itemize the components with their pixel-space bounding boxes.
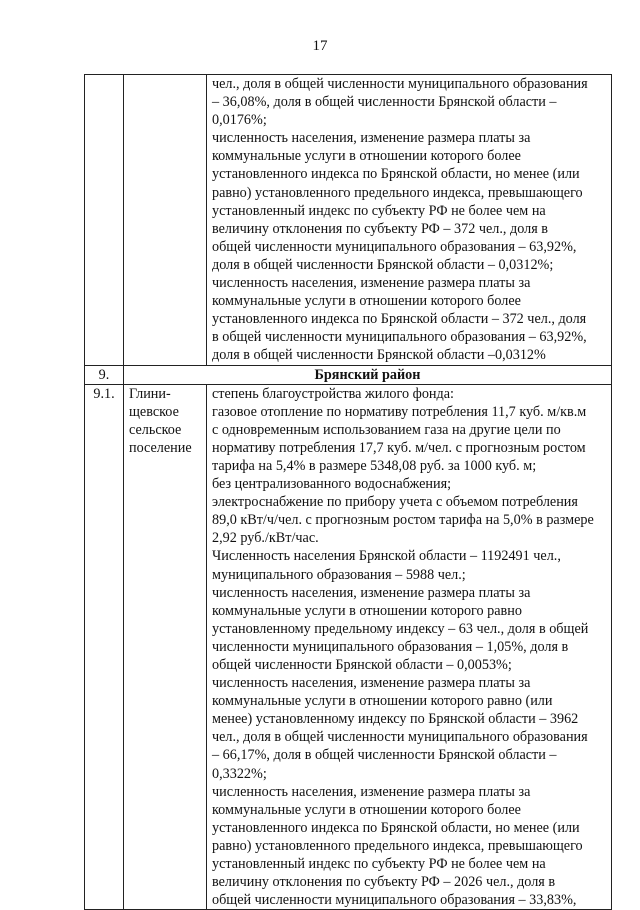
- table-row-settlement: [85, 384, 612, 910]
- text-line: 89,0 кВт/ч/чел. с прогнозным ростом тарифа на 5,0% в размере: [212, 512, 594, 529]
- text-line: численность населения, изменение размера платы за: [212, 275, 531, 292]
- tariff-table: [84, 74, 612, 910]
- text-line: коммунальные услуги в отношении которого равно (или: [212, 693, 553, 710]
- row-description-cell: [207, 75, 612, 366]
- text-line: коммунальные услуги в отношении которого более: [212, 148, 521, 165]
- description-lines: [212, 385, 607, 910]
- row-number-cell: [85, 75, 124, 366]
- text-line: коммунальные услуги в отношении которого равно: [212, 602, 522, 619]
- text-line: коммунальные услуги в отношении которого более: [212, 293, 521, 310]
- text-line: газовое отопление по нормативу потребления 11,7 куб. м/кв.м: [212, 403, 587, 420]
- text-line: доля в общей численности Брянской области – 0,0312%;: [212, 256, 554, 273]
- text-line: сельское: [129, 421, 182, 438]
- settlement-number: 9.1.: [85, 384, 124, 910]
- text-line: муниципального образования – 5988 чел.;: [212, 566, 466, 583]
- text-line: – 36,08%, доля в общей численности Брянской области –: [212, 94, 557, 111]
- text-line: величину отклонения по субъекту РФ – 372 чел., доля в: [212, 220, 548, 237]
- text-line: установленного индекса по Брянской области – 372 чел., доля: [212, 311, 587, 328]
- text-line: общей численности муниципального образования – 63,92%,: [212, 238, 577, 255]
- text-line: установленного индекса по Брянской области, но менее (или: [212, 166, 580, 183]
- text-line: общей численности Брянской области – 0,0053%;: [212, 657, 512, 673]
- text-line: тарифа на 5,4% в размере 5348,08 руб. за 1000 куб. м;: [212, 457, 537, 474]
- settlement-name-cell: [124, 384, 207, 910]
- settlement-name-cell: [124, 75, 207, 366]
- text-line: нормативу потребления 17,7 куб. м/чел. с прогнозным ростом: [212, 439, 586, 456]
- text-line: равно) установленного предельного индекса, превышающего: [212, 837, 583, 854]
- text-line: без централизованного водоснабжения;: [212, 476, 452, 493]
- text-line: чел., доля в общей численности муниципального образования: [212, 76, 588, 92]
- district-number: 9.: [85, 365, 124, 384]
- text-line: доля в общей численности Брянской области –0,0312%: [212, 347, 546, 364]
- district-title: Брянский район: [124, 365, 612, 384]
- text-line: установленному предельному индексу – 63 чел., доля в общей: [212, 620, 589, 637]
- row-description-cell: [207, 384, 612, 910]
- text-line: – 66,17%, доля в общей численности Брянской области –: [212, 747, 557, 764]
- text-line: установленный индекс по субъекту РФ не более чем на: [212, 202, 546, 219]
- text-line: коммунальные услуги в отношении которого более: [212, 801, 521, 818]
- settlement-name: [129, 385, 203, 457]
- text-line: 0,3322%;: [212, 765, 267, 782]
- text-line: менее) установленному индексу по Брянской области – 3962: [212, 711, 579, 728]
- text-line: степень благоустройства жилого фонда:: [212, 385, 454, 402]
- text-line: численность населения, изменение размера платы за: [212, 130, 531, 147]
- text-line: численность населения, изменение размера платы за: [212, 675, 531, 692]
- table-row-continuation: [85, 75, 612, 366]
- text-line: численность населения, изменение размера платы за: [212, 783, 531, 800]
- text-line: электроснабжение по прибору учета с объемом потребления: [212, 494, 578, 511]
- text-line: чел., доля в общей численности муниципального образования: [212, 729, 588, 746]
- text-line: общей численности муниципального образования – 33,83%,: [212, 892, 577, 909]
- text-line: Численность населения Брянской области – 1192491 чел.,: [212, 548, 561, 565]
- text-line: щевское: [129, 403, 179, 420]
- description-lines: [212, 75, 607, 365]
- text-line: установленного индекса по Брянской области, но менее (или: [212, 819, 580, 836]
- text-line: численности муниципального образования – 1,05%, доля в: [212, 638, 569, 655]
- text-line: Глини-: [129, 385, 171, 402]
- text-line: численность населения, изменение размера платы за: [212, 584, 531, 601]
- text-line: поселение: [129, 439, 192, 456]
- text-line: 2,92 руб./кВт/час.: [212, 530, 319, 547]
- text-line: с одновременным использованием газа на другие цели по: [212, 421, 561, 438]
- text-line: 0,0176%;: [212, 112, 267, 129]
- table-row-district: [85, 365, 612, 384]
- page-number: 17: [312, 38, 328, 54]
- text-line: в общей численности муниципального образования – 63,92%,: [212, 329, 587, 346]
- text-line: величину отклонения по субъекту РФ – 2026 чел., доля в: [212, 874, 556, 891]
- text-line: равно) установленного предельного индекса, превышающего: [212, 184, 583, 201]
- text-line: установленный индекс по субъекту РФ не более чем на: [212, 856, 546, 873]
